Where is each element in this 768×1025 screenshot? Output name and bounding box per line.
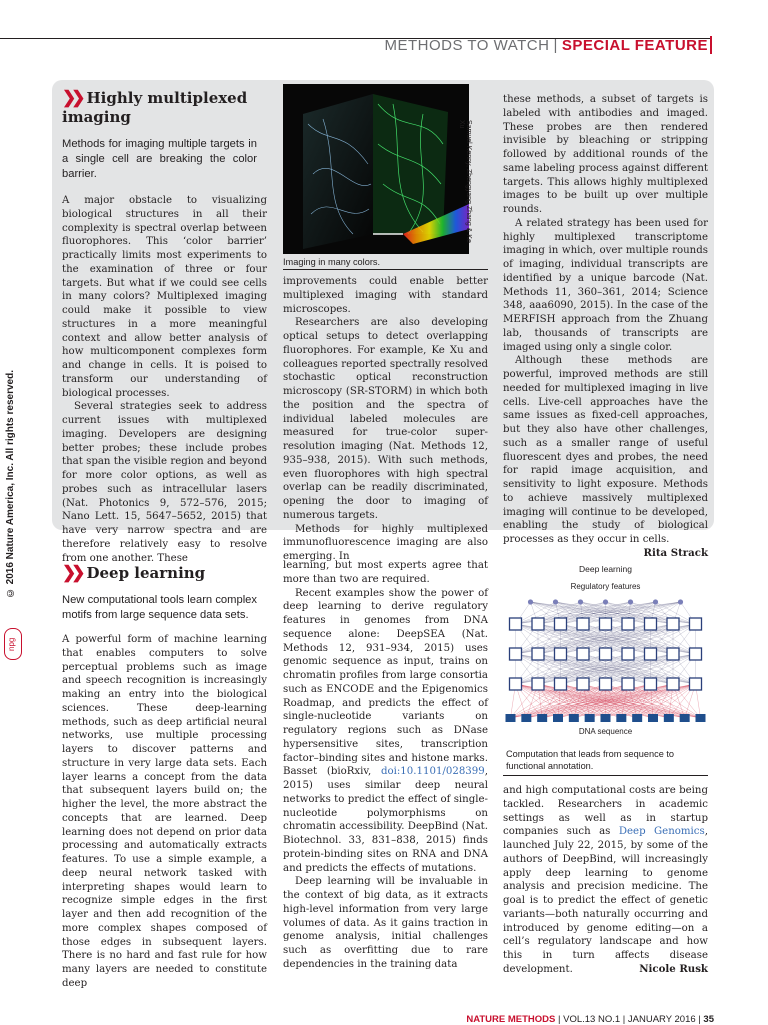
hidden-node (532, 678, 544, 690)
input-node (553, 714, 563, 722)
header-accent-bar (710, 36, 712, 54)
npg-logo: npg (4, 628, 22, 660)
figure1-caption: Imaging in many colors. (283, 257, 381, 267)
article2-middle-column (283, 559, 488, 972)
chevron-icon: ❯❯ (62, 563, 81, 582)
article1-middle-column (283, 275, 488, 564)
caption-rule (503, 775, 708, 776)
hidden-node (510, 618, 522, 630)
input-node (664, 714, 674, 722)
article1-paragraph: these methods, a subset of targets is labeled with antibodies and imaged. These probes are then rendered invisible by bleaching or stripping followed by additional rounds of the same labeling process against different targets. This allows highly multiplexed images to be built up over multiple rounds. (503, 94, 708, 215)
diagram-subtitle: Regulatory features (570, 582, 641, 591)
article1-paragraph: Methods for highly multiplexed immunofluorescence imaging are also emerging. In (283, 523, 488, 562)
output-node (603, 599, 608, 604)
article2-left-column (62, 563, 267, 991)
header-section: METHODS TO WATCH (384, 37, 550, 54)
input-node (680, 714, 690, 722)
hidden-node (600, 648, 612, 660)
deep-learning-diagram (503, 560, 708, 740)
running-header: METHODS TO WATCH | SPECIAL FEATURE (384, 37, 708, 54)
hidden-node (532, 618, 544, 630)
article1-title: ❯❯ Highly multiplexed imaging (62, 88, 248, 126)
article2-author: Nicole Rusk (639, 962, 708, 975)
hidden-node (555, 678, 567, 690)
article2-paragraph: and high computational costs are being tackled. Researchers in academic settings as well as in startup companies such as Deep Genomics, launched July 22, 2015, by some of the authors of DeepBind, will increasingly apply deep learning to genome analysis and precision medicine. The goal is to predict the effect of genetic variants—both naturally occurring and introduced by genome editing—on a cell’s regulatory landscape and how this in turn affects disease development. Nicole Rusk (503, 785, 708, 975)
article2-paragraph: Deep learning will be invaluable in the context of big data, as it extracts high-level information from very large volumes of data. As it gains traction in genome analysis, initial challenges such as overfitting due to rare dependencies in the training data (283, 876, 488, 970)
article1-author: Rita Strack (643, 546, 708, 559)
article2-dek: New computational tools learn complex motifs from large sequence data sets. (62, 594, 257, 621)
header-feature: SPECIAL FEATURE (561, 37, 708, 54)
hidden-node (532, 648, 544, 660)
hidden-node (667, 678, 679, 690)
article2-paragraph: A powerful form of machine learning that enables computers to solve perceptual problems such as image and speech recognition is increasingly making an entry into the biological sciences. These deep-learning methods, such as deep artificial neural networks, use multiple processing layers to discover patterns and structure in very large data sets. Each layer learns a concept from the data that subsequent layers build on; the higher the level, the more abstract the concepts that are learned. Deep learning does not depend on prior data processing and automatically extracts features. To use a simple example, a deep neural network tasked with interpreting shapes would learn to recognize simple edges in the first layer and then add recognition of the more complex shapes composed of those edges in subsequent layers. There is no hard and fast rule for how many layers are needed to constitute deep (62, 634, 267, 989)
hidden-node (577, 648, 589, 660)
output-node (678, 599, 683, 604)
hidden-node (645, 678, 657, 690)
article1-paragraph: A related strategy has been used for highly multiplexed transcriptome imaging in which, over multiple rounds of imaging, individual transcripts are identified by a unique barcode (Nat. Methods 11, 360–361, 2014; Science 348, aaa6090, 2015). In the case of the MERFISH approach from the Zhuang lab, thousands of transcripts are imaged using only a single color. (503, 217, 708, 353)
caption-rule (283, 269, 488, 270)
article2-paragraph: Recent examples show the power of deep learning to derive regulatory features in genomes from DNA sequence alone: DeepSEA (Nat. Methods 12, 931–934, 2015) uses genomic sequence as input, trains on chromatin profiles from large consortia such as ENCODE and the Epigenomics Roadmap, and predicts the effect of single-nucleotide variants on regulatory regions such as DNase hypersensitive sites, transcription factor–binding sites and histone marks. Basset (bioRxiv, doi:10.1101/028399, 2015) uses similar deep neural networks to predict the effect of single-nucleotide polymorphisms on chromatin accessibility. DeepBind (Nat. Biotechnol. 33, 831–838, 2015) finds protein-binding sites on RNA and DNA and predicts the effects of mutations. (283, 587, 488, 874)
input-node (648, 714, 658, 722)
hidden-node (600, 618, 612, 630)
hidden-node (510, 648, 522, 660)
hidden-node (600, 678, 612, 690)
hidden-node (645, 648, 657, 660)
hidden-node (667, 618, 679, 630)
article2-right-column (503, 784, 708, 977)
input-node (616, 714, 626, 722)
article1-right-column (503, 93, 708, 561)
footer-date: JANUARY 2016 (627, 1014, 696, 1025)
article1-left-column (62, 88, 267, 565)
input-node (537, 714, 547, 722)
hidden-node (667, 648, 679, 660)
article2-title: ❯❯ Deep learning (62, 563, 206, 582)
hidden-node (577, 678, 589, 690)
article1-paragraph: A major obstacle to visualizing biological structures in all their complexity is spectral overlap between fluorophores. This ‘color barrier’ practically limits most experiments to the examination of three or four targets. But what if we could see cells in many colors? Multiplexed imaging could make it possible to view structures in a more meaningful context and allow better analysis of how multicomponent complexes form and change in cells. It is poised to transform our understanding of biological processes. (62, 195, 267, 399)
output-node (653, 599, 658, 604)
diagram-bottom-label: DNA sequence (578, 727, 633, 736)
figure2-caption: Computation that leads from sequence to functional annotation. (506, 749, 675, 771)
hidden-node (555, 618, 567, 630)
hidden-node (690, 678, 702, 690)
article1-dek: Methods for imaging multiple targets in a single cell are breaking the color barrier. (62, 138, 257, 180)
output-node (528, 599, 533, 604)
multiplexed-imaging-figure (283, 84, 469, 254)
input-node (569, 714, 579, 722)
hidden-node (645, 618, 657, 630)
hidden-node (622, 618, 634, 630)
deep-genomics-link[interactable]: Deep Genomics (618, 826, 705, 838)
copyright-notice: © 2016 Nature America, Inc. All rights reserved. (5, 370, 16, 599)
diagram-title: Deep learning (579, 564, 632, 574)
imaging-cube-illustration (283, 84, 469, 254)
hidden-node (555, 648, 567, 660)
footer-issue: VOL.13 NO.1 (563, 1014, 621, 1025)
article1-paragraph: Although these methods are powerful, improved methods are still needed for multiplexed imaging in live cells. Live-cell approaches have the same issues as fixed-cell approaches, but they also have other challenges, such as a smaller range of useful fluorescent dyes and probes, the need for rapid image acquisition, and sensitivity to light exposure. Methods to achieve massively multiplexed imaging will continue to be developed, enabling the study of biological processes as they occur in cells. Rita Strack (503, 355, 708, 559)
footer-journal: NATURE METHODS (466, 1014, 556, 1025)
hidden-node (690, 618, 702, 630)
hidden-node (622, 678, 634, 690)
figure-credit: Samuel Kenny, Zhengyang Zhang & Ke Xu (458, 120, 472, 243)
page-number: 35 (703, 1014, 714, 1025)
hidden-node (690, 648, 702, 660)
input-node (696, 714, 706, 722)
article2-paragraph: learning, but most experts agree that more than two are required. (283, 560, 488, 585)
neural-network-svg (503, 592, 708, 732)
article1-paragraph: Several strategies seek to address current issues with multiplexed imaging. Developers are designing better probes; these include probes that span the visible region and beyond for more color options, as well as probes such as intracellular lasers (Nat. Photonics 9, 572–576, 2015; Nano Lett. 15, 5647–5652, 2015) that have very narrow spectra and are therefore relatively easy to resolve from one another. These (62, 401, 267, 564)
hidden-node (622, 648, 634, 660)
output-node (553, 599, 558, 604)
input-node (506, 714, 516, 722)
doi-link[interactable]: doi:10.1101/028399 (380, 766, 485, 778)
hidden-node (510, 678, 522, 690)
hidden-node (577, 618, 589, 630)
article1-paragraph: Researchers are also developing optical setups to detect overlapping fluorophores. For example, Ke Xu and colleagues reported spectrally resolved stochastic optical reconstruction microscopy (SR-STORM) in which both the position and the spectra of individual labeled molecules are measured for true-color super-resolution imaging (Nat. Methods 12, 935–938, 2015). With such methods, even fluorophores with high spectral overlap can be readily discriminated, opening the door to imaging of numerous targets. (283, 317, 488, 521)
input-node (585, 714, 595, 722)
input-node (632, 714, 642, 722)
chevron-icon: ❯❯ (62, 88, 81, 107)
output-node (628, 599, 633, 604)
input-node (521, 714, 531, 722)
article1-paragraph: improvements could enable better multiplexed imaging with standard microscopes. (283, 276, 488, 315)
output-node (578, 599, 583, 604)
page-footer: NATURE METHODS | VOL.13 NO.1 | JANUARY 2016 | 35 (466, 1014, 714, 1025)
input-node (601, 714, 611, 722)
